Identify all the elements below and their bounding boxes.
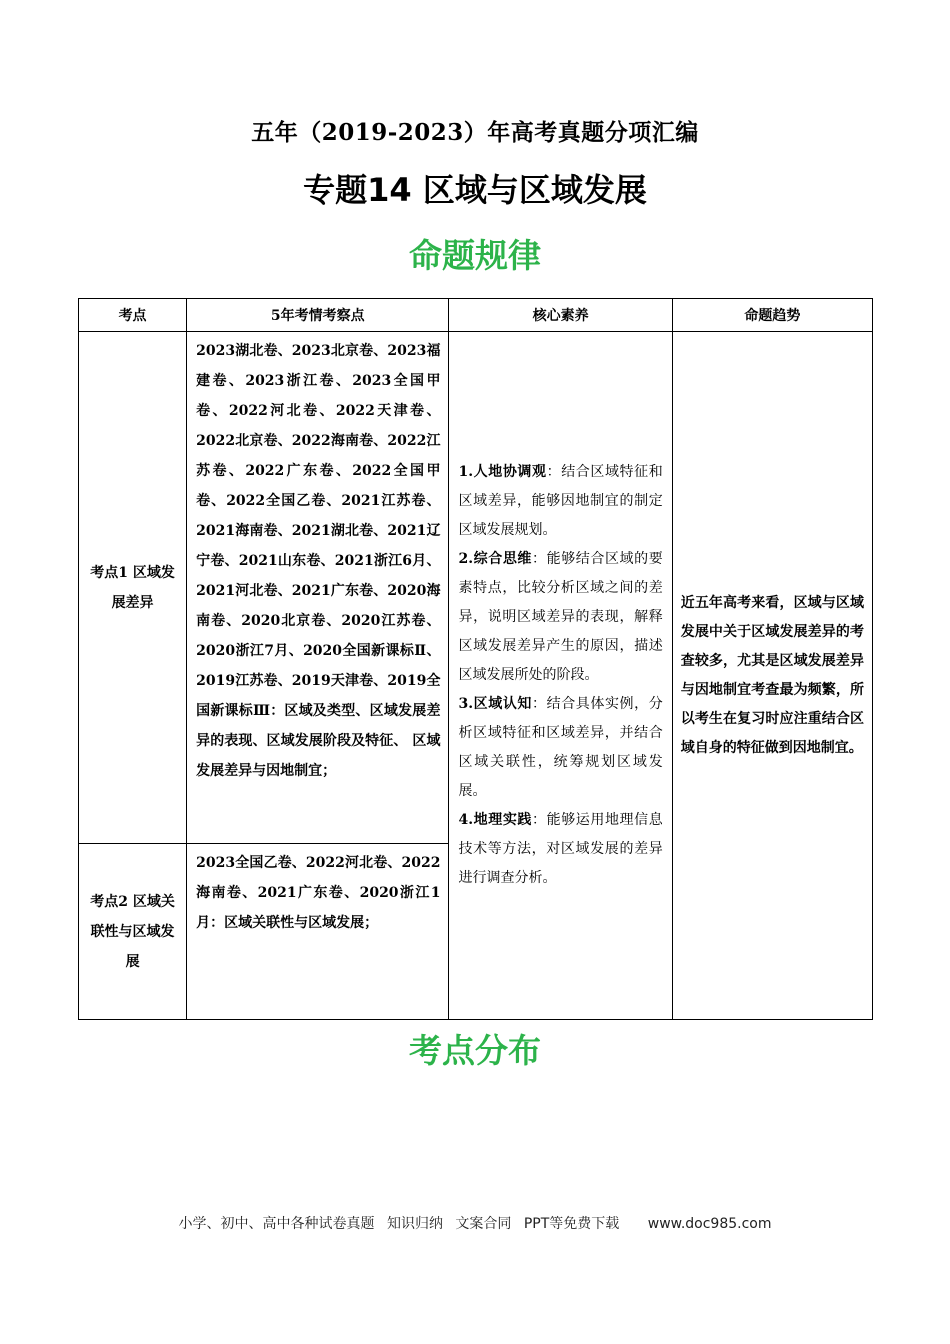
header-exams: 5年考情考察点 [187,299,449,332]
exam-list-1: 2023湖北卷、2023北京卷、2023福建卷、2023浙江卷、2023全国甲卷、2022河北卷、2022天津卷、2022北京卷、2022海南卷、2022江苏卷、2022广东卷、2022全国甲卷、2022全国乙卷、2021江苏卷、2021海南卷、2021湖北卷、2021辽宁卷、2021山东卷、2021浙江6月、2021河北卷、2021广东卷、2020海南卷、2020北京卷、2020江苏卷、2020浙江7月、2020全国新课标Ⅱ、2019江苏卷、2019天津卷、2019全国新课标Ⅲ：区域及类型、区域发展差异的表现、区域发展阶段及特征、 区域发展差异与因地制宜； [187,332,449,844]
exam-list-2: 2023全国乙卷、2022河北卷、2022海南卷、2021广东卷、2020浙江1月：区域关联性与区域发展； [187,844,449,1020]
exam-point-1: 考点1 区域发展差异 [79,332,187,844]
footer-item: 知识归纳 [386,1216,443,1232]
exam-table [78,298,873,1020]
document-subtitle: 五年（2019-2023）年高考真题分项汇编 [251,119,699,146]
table-header-row [79,299,873,332]
exam-point-2: 考点2 区域关联性与区域发展 [79,844,187,1020]
footer-url[interactable]: www.doc985.com [647,1216,772,1232]
footer-item: 文案合同 [455,1216,512,1232]
table-row [79,332,873,844]
header-point: 考点 [79,299,187,332]
footer-item: PPT等免费下载 [523,1216,620,1232]
core-item: 2.综合思维：能够结合区域的要素特点，比较分析区域之间的差异，说明区域差异的表现，解释区域发展差异产生的原因，描述区域发展所处的阶段。 [458,551,663,683]
footer-item: 小学、初中、高中各种试卷真题 [178,1216,375,1232]
section-heading-rule: 命题规律 [409,236,541,275]
trend: 近五年高考来看，区域与区域发展中关于区域发展差异的考查较多，尤其是区域发展差异与因地制宜考查最为频繁，所以考生在复习时应注重结合区域自身的特征做到因地制宜。 [672,332,872,1020]
footer [0,1213,950,1233]
section-heading-distribution: 考点分布 [409,1031,541,1070]
core-item: 4.地理实践：能够运用地理信息技术等方法，对区域发展的差异进行调查分析。 [458,812,663,886]
header-trend: 命题趋势 [672,299,872,332]
document-title: 专题14 区域与区域发展 [303,171,647,209]
core-item: 3.区域认知：结合具体实例，分析区域特征和区域差异，并结合区域关联性，统筹规划区域发展。 [458,696,663,799]
core-item: 1.人地协调观：结合区域特征和区域差异，能够因地制宜的制定区域发展规划。 [458,464,663,538]
core-literacy [449,332,672,1020]
header-core: 核心素养 [449,299,672,332]
